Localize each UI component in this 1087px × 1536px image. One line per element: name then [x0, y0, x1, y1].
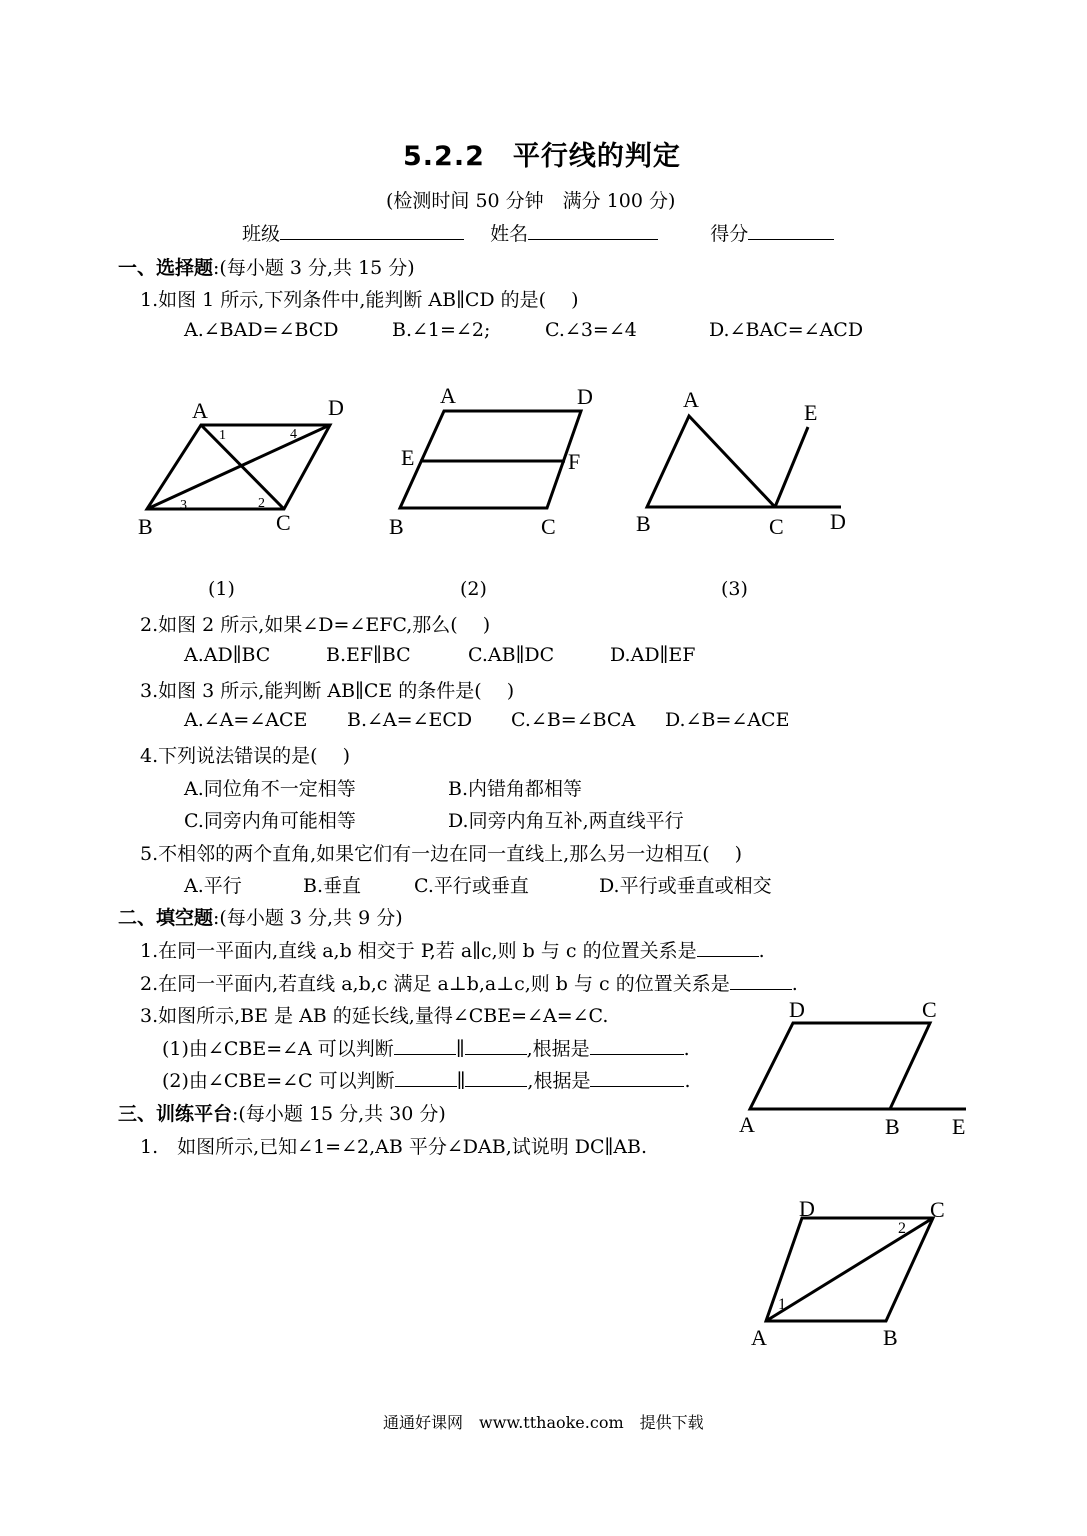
q1-stem: 1.如图 1 所示,下列条件中,能判断 AB∥CD 的是( ): [140, 289, 579, 311]
fig2-label-f: F: [568, 449, 581, 474]
fill-2: [140, 969, 798, 996]
q4-option-d[interactable]: D.同旁内角互补,两直线平行: [448, 810, 684, 832]
fig1-angle-4: 4: [290, 427, 297, 442]
fill-2-period: .: [791, 973, 798, 995]
q4-stem: 4.下列说法错误的是( ): [140, 745, 350, 767]
fill3-label-b: B: [885, 1114, 900, 1139]
fill-3b-basis: ,根据是: [527, 1070, 591, 1092]
fig3-label-e: E: [804, 400, 818, 425]
fig3-triangle: [647, 416, 775, 507]
fill-3b-parallel: ∥: [456, 1070, 466, 1092]
section-3-note: :(每小题 15 分,共 30 分): [232, 1103, 446, 1125]
figure-3: [630, 380, 860, 545]
figure-fill-3: [730, 990, 980, 1145]
fig3-label-b: B: [636, 511, 651, 536]
fill-3a-blank-3[interactable]: [590, 1036, 684, 1055]
fill-2-blank[interactable]: [730, 971, 792, 990]
fig1-label-a: A: [192, 398, 208, 423]
exam-subtitle: (检测时间 50 分钟 满分 100 分): [386, 190, 676, 212]
fill-3b-period: .: [684, 1070, 691, 1092]
q5-option-b[interactable]: B.垂直: [303, 875, 362, 897]
fig1-angle-2: 2: [258, 496, 265, 511]
section-2-note: :(每小题 3 分,共 9 分): [213, 907, 403, 929]
section-1-title: 一、选择题: [118, 257, 214, 279]
q1-option-b[interactable]: B.∠1=∠2;: [392, 319, 491, 341]
section-3-heading: [118, 1099, 446, 1126]
train-problem-1: 1. 如图所示,已知∠1=∠2,AB 平分∠DAB,试说明 DC∥AB.: [140, 1136, 648, 1158]
q2-stem: 2.如图 2 所示,如果∠D=∠EFC,那么( ): [140, 614, 491, 636]
fig3-label-d: D: [830, 509, 846, 534]
q3-option-c[interactable]: C.∠B=∠BCA: [511, 709, 636, 731]
figure-2-caption: (2): [460, 578, 487, 600]
fill-3b-text: (2)由∠CBE=∠C 可以判断: [162, 1070, 395, 1092]
q2-option-d[interactable]: D.AD∥EF: [610, 644, 696, 666]
q3-option-d[interactable]: D.∠B=∠ACE: [665, 709, 790, 731]
train1-angle-1: 1: [778, 1296, 786, 1313]
fig1-diagonal-ac: [201, 425, 284, 509]
fig2-label-d: D: [577, 384, 593, 409]
fig3-label-c: C: [769, 514, 784, 539]
q1-option-a[interactable]: A.∠BAD=∠BCD: [184, 319, 339, 341]
q4-option-b[interactable]: B.内错角都相等: [448, 778, 583, 800]
fill-3a-blank-1[interactable]: [394, 1036, 456, 1055]
score-label: 得分: [710, 223, 749, 245]
q3-option-b[interactable]: B.∠A=∠ECD: [347, 709, 473, 731]
fill-3b-blank-2[interactable]: [465, 1068, 527, 1087]
class-label: 班级: [242, 223, 281, 245]
fill-3a-basis: ,根据是: [526, 1038, 590, 1060]
page-title: 5.2.2 平行线的判定: [403, 141, 681, 172]
q3-option-a[interactable]: A.∠A=∠ACE: [184, 709, 308, 731]
fig2-label-a: A: [440, 383, 456, 408]
section-2-heading: [118, 903, 403, 930]
figure-1: [130, 385, 360, 545]
fill3-label-a: A: [739, 1112, 755, 1137]
fig2-label-b: B: [389, 514, 404, 539]
fill-3a-period: .: [683, 1038, 690, 1060]
q1-option-d[interactable]: D.∠BAC=∠ACD: [709, 319, 864, 341]
fill-1-period: .: [758, 940, 765, 962]
name-label: 姓名: [490, 223, 529, 245]
section-1-note: :(每小题 3 分,共 15 分): [213, 257, 415, 279]
figure-2: [380, 375, 610, 545]
info-line: [242, 219, 834, 246]
fill3-label-c: C: [922, 997, 937, 1022]
fill-3b: [162, 1066, 691, 1093]
fig1-label-b: B: [138, 514, 153, 539]
train1-label-a: A: [751, 1325, 767, 1350]
class-blank[interactable]: [280, 221, 464, 240]
section-2-title: 二、填空题: [118, 907, 214, 929]
train1-label-d: D: [799, 1196, 815, 1221]
fill-1-text: 1.在同一平面内,直线 a,b 相交于 P,若 a∥c,则 b 与 c 的位置关系是: [140, 940, 697, 962]
q5-option-a[interactable]: A.平行: [184, 875, 242, 897]
footer: 通通好课网 www.tthaoke.com 提供下载: [383, 1413, 704, 1432]
q1-option-c[interactable]: C.∠3=∠4: [545, 319, 637, 341]
q4-option-c[interactable]: C.同旁内角可能相等: [184, 810, 356, 832]
fill-3-stem: 3.如图所示,BE 是 AB 的延长线,量得∠CBE=∠A=∠C.: [140, 1005, 609, 1027]
q5-option-d[interactable]: D.平行或垂直或相交: [599, 875, 772, 897]
fill3-label-d: D: [789, 997, 805, 1022]
section-1-heading: [118, 253, 415, 280]
train1-label-b: B: [883, 1325, 898, 1350]
figure-3-caption: (3): [721, 578, 748, 600]
q2-option-c[interactable]: C.AB∥DC: [468, 644, 555, 666]
q3-stem: 3.如图 3 所示,能判断 AB∥CE 的条件是( ): [140, 680, 515, 702]
fill-3b-blank-1[interactable]: [395, 1068, 457, 1087]
fill-3a-parallel: ∥: [455, 1038, 465, 1060]
q4-option-a[interactable]: A.同位角不一定相等: [184, 778, 356, 800]
fill-1: [140, 936, 765, 963]
q2-option-a[interactable]: A.AD∥BC: [184, 644, 271, 666]
fig1-label-c: C: [276, 510, 291, 535]
fill3-label-e: E: [952, 1114, 966, 1139]
fig2-label-c: C: [541, 514, 556, 539]
q5-stem: 5.不相邻的两个直角,如果它们有一边在同一直线上,那么另一边相互( ): [140, 843, 743, 865]
q5-option-c[interactable]: C.平行或垂直: [414, 875, 529, 897]
q2-option-b[interactable]: B.EF∥BC: [326, 644, 411, 666]
fill-1-blank[interactable]: [697, 938, 759, 957]
fig1-angle-3: 3: [180, 498, 187, 513]
train1-label-c: C: [930, 1197, 945, 1222]
fill-3a-text: (1)由∠CBE=∠A 可以判断: [162, 1038, 394, 1060]
fig3-line-ce: [775, 427, 808, 507]
fig1-label-d: D: [328, 395, 344, 420]
fill-3b-blank-3[interactable]: [590, 1068, 684, 1087]
section-3-title: 三、训练平台: [118, 1103, 233, 1125]
fill-3a-blank-2[interactable]: [465, 1036, 527, 1055]
fig2-label-e: E: [401, 445, 415, 470]
fill-3a: [162, 1034, 690, 1061]
figure-train-1: [740, 1185, 960, 1355]
fig3-label-a: A: [683, 387, 699, 412]
fill3-parallelogram: [750, 1023, 930, 1109]
score-blank[interactable]: [748, 221, 834, 240]
figure-1-caption: (1): [208, 578, 235, 600]
fill-2-text: 2.在同一平面内,若直线 a,b,c 满足 a⊥b,a⊥c,则 b 与 c 的位置关系是: [140, 973, 730, 995]
name-blank[interactable]: [528, 221, 658, 240]
fig1-angle-1: 1: [219, 428, 226, 443]
train1-angle-2: 2: [898, 1220, 906, 1237]
